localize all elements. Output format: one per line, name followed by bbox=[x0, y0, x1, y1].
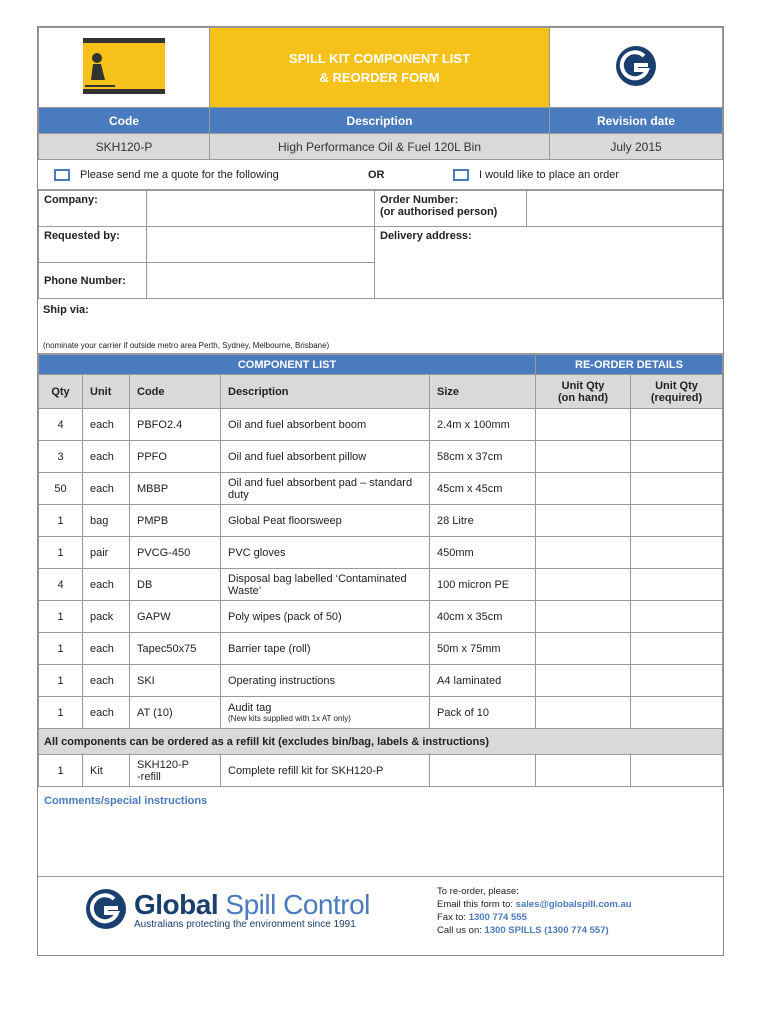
quote-option-label: Please send me a quote for the following bbox=[80, 168, 279, 181]
cell-size: 40cm x 35cm bbox=[430, 601, 536, 633]
revision-value: July 2015 bbox=[550, 134, 723, 160]
col-unit: Unit bbox=[83, 375, 130, 409]
on-hand-field[interactable] bbox=[536, 537, 631, 569]
required-field[interactable] bbox=[631, 601, 723, 633]
cell-unit: each bbox=[83, 633, 130, 665]
ship-note: (nominate your carrier if outside metro area Perth, Sydney, Melbourne, Brisbane) bbox=[43, 341, 330, 350]
cell-code: SKI bbox=[130, 665, 221, 697]
cell-qty: 50 bbox=[39, 473, 83, 505]
cell-unit: bag bbox=[83, 505, 130, 537]
revision-header: Revision date bbox=[550, 108, 723, 134]
ship-via-section[interactable] bbox=[38, 299, 723, 354]
on-hand-field[interactable] bbox=[536, 569, 631, 601]
refill-qty: 1 bbox=[39, 755, 83, 787]
global-icon bbox=[84, 887, 128, 931]
required-field[interactable] bbox=[631, 633, 723, 665]
required-field[interactable] bbox=[631, 473, 723, 505]
brand-name-1: Global bbox=[134, 888, 219, 920]
cell-qty: 1 bbox=[39, 633, 83, 665]
footer bbox=[38, 877, 723, 939]
table-row bbox=[39, 569, 723, 601]
audit-qty: 1 bbox=[39, 697, 83, 729]
col-qty: Qty bbox=[39, 375, 83, 409]
table-row bbox=[39, 601, 723, 633]
table-row bbox=[39, 505, 723, 537]
on-hand-field[interactable] bbox=[536, 409, 631, 441]
on-hand-field[interactable] bbox=[536, 473, 631, 505]
col-code: Code bbox=[130, 375, 221, 409]
table-row bbox=[39, 409, 723, 441]
brand-name-2: Spill Control bbox=[225, 888, 370, 920]
audit-unit: each bbox=[83, 697, 130, 729]
company-field[interactable] bbox=[147, 191, 375, 227]
cell-size: 45cm x 45cm bbox=[430, 473, 536, 505]
global-logo-icon bbox=[550, 28, 723, 108]
cell-code: PPFO bbox=[130, 441, 221, 473]
cell-qty: 1 bbox=[39, 601, 83, 633]
cell-desc: PVC gloves bbox=[221, 537, 430, 569]
cell-qty: 4 bbox=[39, 569, 83, 601]
refill-size bbox=[430, 755, 536, 787]
audit-desc: Audit tag (New kits supplied with 1x AT only) bbox=[221, 697, 430, 729]
or-label: OR bbox=[368, 168, 385, 181]
comments-section[interactable] bbox=[38, 787, 723, 877]
cell-desc: Oil and fuel absorbent pillow bbox=[221, 441, 430, 473]
brand-tagline: Australians protecting the environment since 1991 bbox=[134, 918, 356, 930]
header-table bbox=[38, 27, 723, 160]
company-label: Company: bbox=[39, 191, 147, 227]
cell-size: 58cm x 37cm bbox=[430, 441, 536, 473]
cell-desc: Oil and fuel absorbent pad – standard duty bbox=[221, 473, 430, 505]
cell-size: 450mm bbox=[430, 537, 536, 569]
on-hand-field[interactable] bbox=[536, 441, 631, 473]
info-table bbox=[38, 190, 723, 299]
description-value: High Performance Oil & Fuel 120L Bin bbox=[210, 134, 550, 160]
table-row bbox=[39, 473, 723, 505]
order-number-label: Order Number: (or authorised person) bbox=[375, 191, 527, 227]
cell-unit: pack bbox=[83, 601, 130, 633]
cell-desc: Barrier tape (roll) bbox=[221, 633, 430, 665]
cell-size: 28 Litre bbox=[430, 505, 536, 537]
reorder-instructions: To re-order, please: Email this form to: sales@globalspill.com.au Fax to: 1300 774 555 Call us on: 1300 SPILLS (1300 774 557) bbox=[437, 886, 632, 936]
quote-options bbox=[38, 160, 723, 190]
spill-kit-logo bbox=[39, 28, 210, 108]
cell-qty: 1 bbox=[39, 537, 83, 569]
required-field[interactable] bbox=[631, 537, 723, 569]
refill-required-field[interactable] bbox=[631, 755, 723, 787]
phone-label: Phone Number: bbox=[39, 263, 147, 299]
cell-desc: Disposal bag labelled ‘Contaminated Waste’ bbox=[221, 569, 430, 601]
required-field[interactable] bbox=[631, 505, 723, 537]
cell-code: PMPB bbox=[130, 505, 221, 537]
form-title: SPILL KIT COMPONENT LIST & REORDER FORM bbox=[210, 28, 550, 108]
col-size: Size bbox=[430, 375, 536, 409]
on-hand-field[interactable] bbox=[536, 633, 631, 665]
cell-desc: Oil and fuel absorbent boom bbox=[221, 409, 430, 441]
required-field[interactable] bbox=[631, 441, 723, 473]
audit-size: Pack of 10 bbox=[430, 697, 536, 729]
ship-via-label: Ship via: bbox=[43, 304, 89, 316]
requested-by-label: Requested by: bbox=[39, 227, 147, 263]
required-field[interactable] bbox=[631, 409, 723, 441]
refill-on-hand-field[interactable] bbox=[536, 755, 631, 787]
refill-desc: Complete refill kit for SKH120-P bbox=[221, 755, 430, 787]
phone-field[interactable] bbox=[147, 263, 375, 299]
cell-size: 100 micron PE bbox=[430, 569, 536, 601]
col-description: Description bbox=[221, 375, 430, 409]
delivery-field[interactable] bbox=[527, 227, 723, 299]
cell-size: 2.4m x 100mm bbox=[430, 409, 536, 441]
required-field[interactable] bbox=[631, 569, 723, 601]
on-hand-field[interactable] bbox=[536, 601, 631, 633]
order-option-label: I would like to place an order bbox=[479, 168, 620, 181]
cell-code: PVCG-450 bbox=[130, 537, 221, 569]
cell-size: 50m x 75mm bbox=[430, 633, 536, 665]
on-hand-field[interactable] bbox=[536, 505, 631, 537]
refill-unit: Kit bbox=[83, 755, 130, 787]
component-table bbox=[38, 354, 723, 787]
col-on-hand: Unit Qty (on hand) bbox=[536, 375, 631, 409]
cell-qty: 1 bbox=[39, 505, 83, 537]
refill-header: All components can be ordered as a refill kit (excludes bin/bag, labels & instructions) bbox=[39, 729, 723, 755]
cell-desc: Operating instructions bbox=[221, 665, 430, 697]
reorder-details-title: RE-ORDER DETAILS bbox=[536, 355, 723, 375]
audit-required-field[interactable] bbox=[631, 697, 723, 729]
order-checkbox[interactable] bbox=[453, 169, 469, 181]
table-row bbox=[39, 665, 723, 697]
on-hand-field[interactable] bbox=[536, 665, 631, 697]
audit-code: AT (10) bbox=[130, 697, 221, 729]
cell-unit: each bbox=[83, 473, 130, 505]
requested-by-field[interactable] bbox=[147, 227, 375, 263]
delivery-label: Delivery address: bbox=[375, 227, 527, 299]
cell-unit: each bbox=[83, 665, 130, 697]
description-header: Description bbox=[210, 108, 550, 134]
code-value: SKH120-P bbox=[39, 134, 210, 160]
cell-unit: each bbox=[83, 409, 130, 441]
cell-desc: Poly wipes (pack of 50) bbox=[221, 601, 430, 633]
code-header: Code bbox=[39, 108, 210, 134]
comments-label: Comments/special instructions bbox=[44, 795, 208, 807]
cell-code: Tapec50x75 bbox=[130, 633, 221, 665]
cell-qty: 3 bbox=[39, 441, 83, 473]
cell-desc: Global Peat floorsweep bbox=[221, 505, 430, 537]
col-required: Unit Qty (required) bbox=[631, 375, 723, 409]
table-row bbox=[39, 633, 723, 665]
cell-code: PBFO2.4 bbox=[130, 409, 221, 441]
cell-qty: 4 bbox=[39, 409, 83, 441]
required-field[interactable] bbox=[631, 665, 723, 697]
cell-code: MBBP bbox=[130, 473, 221, 505]
component-list-title: COMPONENT LIST bbox=[39, 355, 536, 375]
table-row bbox=[39, 441, 723, 473]
cell-unit: each bbox=[83, 569, 130, 601]
cell-qty: 1 bbox=[39, 665, 83, 697]
audit-on-hand-field[interactable] bbox=[536, 697, 631, 729]
order-number-field[interactable] bbox=[527, 191, 723, 227]
email-link[interactable]: sales@globalspill.com.au bbox=[515, 899, 632, 910]
reorder-form bbox=[37, 26, 724, 956]
cell-unit: each bbox=[83, 441, 130, 473]
cell-unit: pair bbox=[83, 537, 130, 569]
quote-checkbox[interactable] bbox=[54, 169, 70, 181]
cell-code: GAPW bbox=[130, 601, 221, 633]
table-row bbox=[39, 537, 723, 569]
refill-code: SKH120-P -refill bbox=[130, 755, 221, 787]
brand-logo bbox=[84, 887, 370, 931]
cell-code: DB bbox=[130, 569, 221, 601]
cell-size: A4 laminated bbox=[430, 665, 536, 697]
